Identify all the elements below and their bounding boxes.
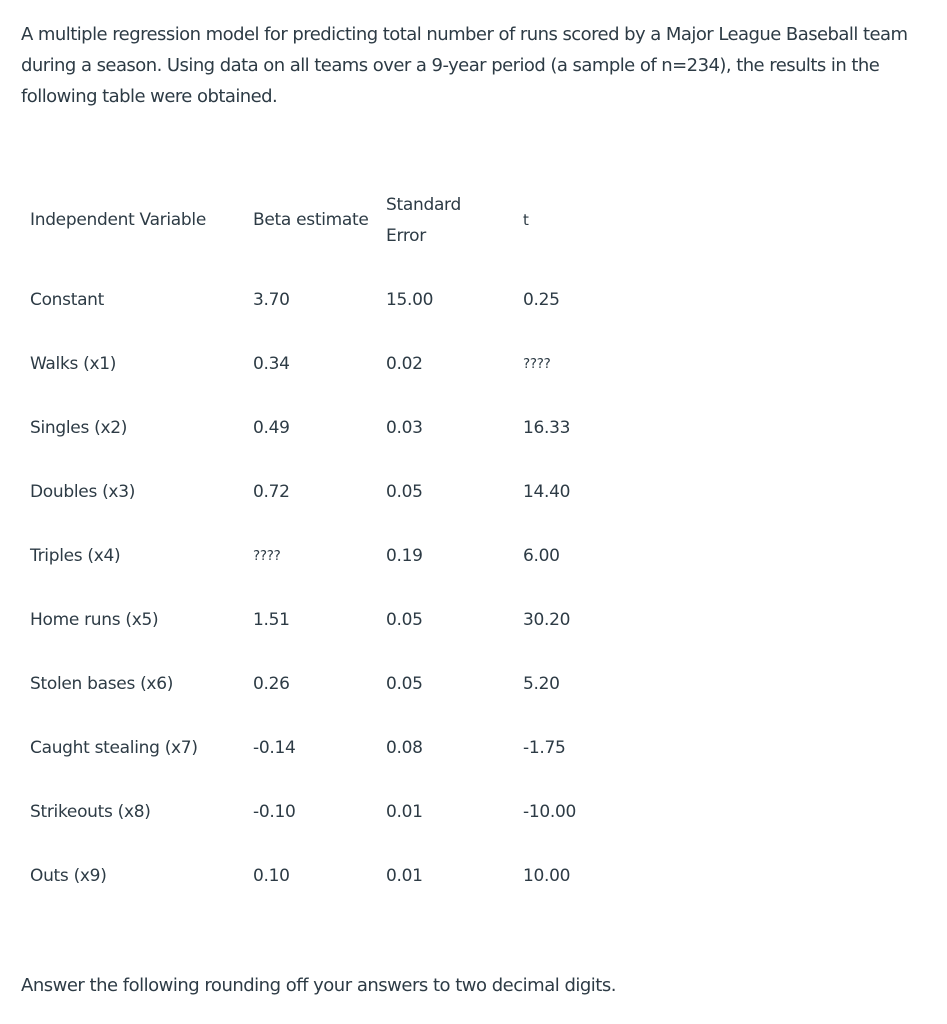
header-beta: Beta estimate xyxy=(253,210,369,230)
row-beta: -0.14 xyxy=(253,738,296,758)
row-se: 0.05 xyxy=(386,482,423,502)
header-standard-error: Standard Error xyxy=(386,195,461,246)
row-variable: Singles (x2) xyxy=(30,418,128,438)
row-t: 6.00 xyxy=(523,546,560,566)
row-se: 0.01 xyxy=(386,866,423,886)
header-variable: Independent Variable xyxy=(30,210,206,230)
row-variable: Walks (x1) xyxy=(30,354,117,374)
row-t: 0.25 xyxy=(523,290,560,310)
row-t: 14.40 xyxy=(523,482,571,502)
row-beta: 3.70 xyxy=(253,290,290,310)
row-beta-unknown: ???? xyxy=(253,548,281,564)
row-beta: 0.49 xyxy=(253,418,290,438)
row-variable: Outs (x9) xyxy=(30,866,107,886)
row-t: 10.00 xyxy=(523,866,571,886)
row-beta: 0.10 xyxy=(253,866,290,886)
row-t-unknown: ???? xyxy=(523,356,551,372)
instructions-footer: Answer the following rounding off your answers to two decimal digits. xyxy=(21,975,616,996)
row-t: -10.00 xyxy=(523,802,577,822)
row-se: 15.00 xyxy=(386,290,434,310)
row-se: 0.01 xyxy=(386,802,423,822)
row-t: 30.20 xyxy=(523,610,571,630)
row-variable: Stolen bases (x6) xyxy=(30,674,174,694)
row-se: 0.08 xyxy=(386,738,423,758)
row-t: 16.33 xyxy=(523,418,571,438)
row-beta: 1.51 xyxy=(253,610,290,630)
row-beta: 0.72 xyxy=(253,482,290,502)
header-t: t xyxy=(523,211,529,229)
row-beta: -0.10 xyxy=(253,802,296,822)
problem-intro: A multiple regression model for predicting total number of runs scored by a Major League Baseball team during a season. Using data on all teams over a 9-year period (a sample of n=234), the results in the following table were obtained. xyxy=(21,24,908,107)
row-se: 0.05 xyxy=(386,610,423,630)
row-beta: 0.26 xyxy=(253,674,290,694)
row-se: 0.03 xyxy=(386,418,423,438)
row-variable: Triples (x4) xyxy=(30,546,121,566)
row-variable: Strikeouts (x8) xyxy=(30,802,151,822)
row-variable: Caught stealing (x7) xyxy=(30,738,198,758)
row-se: 0.19 xyxy=(386,546,423,566)
row-variable: Constant xyxy=(30,290,105,310)
row-se: 0.02 xyxy=(386,354,423,374)
row-t: 5.20 xyxy=(523,674,560,694)
row-se: 0.05 xyxy=(386,674,423,694)
row-t: -1.75 xyxy=(523,738,566,758)
row-variable: Home runs (x5) xyxy=(30,610,159,630)
row-variable: Doubles (x3) xyxy=(30,482,136,502)
row-beta: 0.34 xyxy=(253,354,290,374)
